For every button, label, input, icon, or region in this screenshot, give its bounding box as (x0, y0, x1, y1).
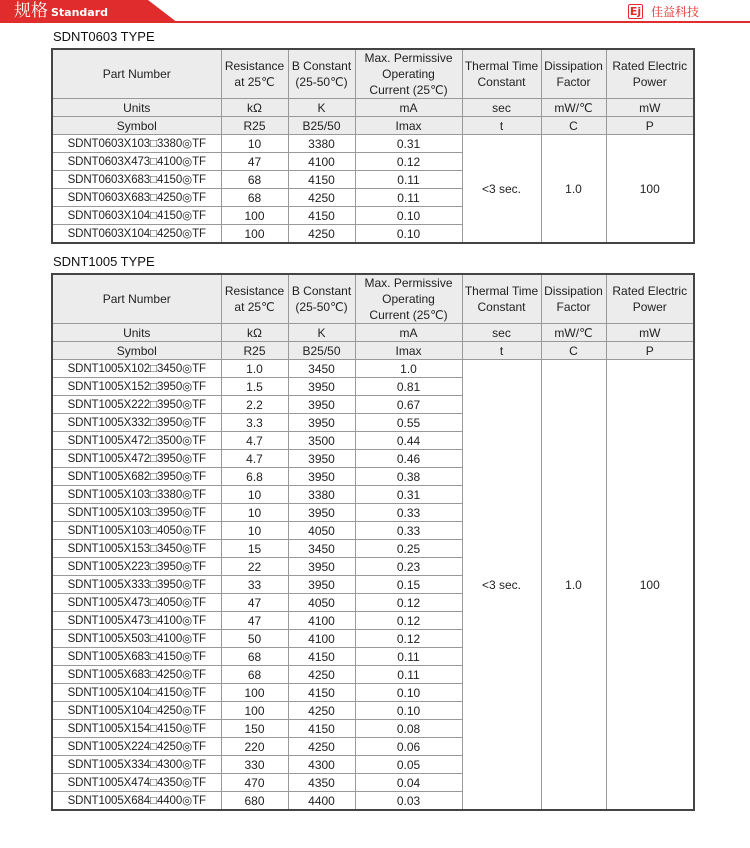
resistance-cell: 10 (221, 486, 288, 504)
current-cell: 0.04 (355, 774, 462, 792)
column-header-line: Operating (382, 67, 435, 81)
current-cell: 0.08 (355, 720, 462, 738)
part-number-cell: SDNT1005X473□4050◎TF (52, 594, 221, 612)
part-number-cell: SDNT1005X683□4150◎TF (52, 648, 221, 666)
b-constant-cell: 4150 (288, 648, 355, 666)
column-header-line: Resistance (224, 284, 285, 298)
header-title (14, 1, 108, 23)
resistance-cell: 680 (221, 792, 288, 811)
units-cell: kΩ (221, 99, 288, 117)
header-title-text: 规格 (14, 1, 48, 21)
b-constant-cell: 3500 (288, 432, 355, 450)
units-cell: mW/℃ (541, 99, 606, 117)
resistance-cell: 10 (221, 135, 288, 153)
resistance-cell: 2.2 (221, 396, 288, 414)
column-header-line: Max. Permissive (364, 276, 453, 290)
symbol-row (52, 117, 694, 135)
current-cell: 0.10 (355, 684, 462, 702)
b-constant-cell: 3950 (288, 504, 355, 522)
resistance-cell: 220 (221, 738, 288, 756)
table-title-0603: SDNT0603 TYPE (53, 29, 155, 44)
column-header-dissipation (541, 274, 606, 324)
current-cell: 0.05 (355, 756, 462, 774)
b-constant-cell: 4100 (288, 612, 355, 630)
b-constant-cell: 3950 (288, 378, 355, 396)
column-header-line: Rated Electric (612, 59, 688, 73)
resistance-cell: 3.3 (221, 414, 288, 432)
current-cell: 0.03 (355, 792, 462, 811)
symbol-cell: P (606, 342, 694, 360)
thermal-merged-cell: <3 sec. (462, 360, 541, 811)
part-number-cell: SDNT1005X472□3950◎TF (52, 450, 221, 468)
column-header-line: Power (632, 300, 667, 314)
units-cell: mW (606, 99, 694, 117)
part-number-cell: SDNT1005X153□3450◎TF (52, 540, 221, 558)
resistance-cell: 33 (221, 576, 288, 594)
part-number-cell: SDNT0603X683□4250◎TF (52, 189, 221, 207)
column-header-part-number (52, 49, 221, 99)
current-cell: 0.25 (355, 540, 462, 558)
b-constant-cell: 4150 (288, 720, 355, 738)
part-number-cell: SDNT1005X103□4050◎TF (52, 522, 221, 540)
symbol-cell: R25 (221, 117, 288, 135)
part-number-cell: SDNT1005X154□4150◎TF (52, 720, 221, 738)
part-number-cell: SDNT1005X103□3380◎TF (52, 486, 221, 504)
symbol-cell: Imax (355, 117, 462, 135)
column-header-thermal (462, 49, 541, 99)
part-number-cell: SDNT0603X104□4250◎TF (52, 225, 221, 244)
table-row (52, 360, 694, 378)
column-header-line: Dissipation (544, 284, 603, 298)
column-header-resistance (221, 49, 288, 99)
b-constant-cell: 4150 (288, 684, 355, 702)
symbol-cell: Imax (355, 342, 462, 360)
header-row (52, 49, 694, 99)
part-number-cell: SDNT1005X333□3950◎TF (52, 576, 221, 594)
units-row (52, 324, 694, 342)
units-cell: Units (52, 324, 221, 342)
current-cell: 0.33 (355, 504, 462, 522)
column-header-line: (25-50℃) (295, 300, 348, 314)
units-cell: K (288, 324, 355, 342)
units-cell: sec (462, 99, 541, 117)
units-cell: Units (52, 99, 221, 117)
b-constant-cell: 4150 (288, 207, 355, 225)
current-cell: 0.11 (355, 666, 462, 684)
part-number-cell: SDNT1005X332□3950◎TF (52, 414, 221, 432)
column-header-line: Max. Permissive (364, 51, 453, 65)
resistance-cell: 15 (221, 540, 288, 558)
column-header-part-number (52, 274, 221, 324)
b-constant-cell: 4100 (288, 630, 355, 648)
table-title-1005: SDNT1005 TYPE (53, 254, 155, 269)
current-cell: 0.15 (355, 576, 462, 594)
resistance-cell: 10 (221, 504, 288, 522)
resistance-cell: 68 (221, 171, 288, 189)
symbol-cell: Symbol (52, 342, 221, 360)
header-row (52, 274, 694, 324)
b-constant-cell: 4050 (288, 522, 355, 540)
b-constant-cell: 4250 (288, 666, 355, 684)
part-number-cell: SDNT1005X103□3950◎TF (52, 504, 221, 522)
column-header-line: Part Number (102, 67, 171, 81)
column-header-line: Power (632, 75, 667, 89)
symbol-cell: t (462, 342, 541, 360)
current-cell: 0.31 (355, 486, 462, 504)
current-cell: 0.33 (355, 522, 462, 540)
column-header-line: Part Number (102, 292, 171, 306)
column-header-power (606, 49, 694, 99)
current-cell: 0.46 (355, 450, 462, 468)
b-constant-cell: 3950 (288, 576, 355, 594)
column-header-b-constant (288, 49, 355, 99)
part-number-cell: SDNT1005X684□4400◎TF (52, 792, 221, 811)
symbol-cell: P (606, 117, 694, 135)
part-number-cell: SDNT1005X683□4250◎TF (52, 666, 221, 684)
part-number-cell: SDNT1005X473□4100◎TF (52, 612, 221, 630)
brand-mark-icon: Ej (629, 4, 642, 18)
column-header-thermal (462, 274, 541, 324)
header-subtitle: Standard (51, 6, 109, 19)
symbol-cell: B25/50 (288, 117, 355, 135)
part-number-cell: SDNT0603X683□4150◎TF (52, 171, 221, 189)
part-number-cell: SDNT1005X102□3450◎TF (52, 360, 221, 378)
b-constant-cell: 3950 (288, 414, 355, 432)
column-header-line: Factor (556, 75, 591, 89)
part-number-cell: SDNT0603X473□4100◎TF (52, 153, 221, 171)
part-number-cell: SDNT1005X222□3950◎TF (52, 396, 221, 414)
resistance-cell: 10 (221, 522, 288, 540)
column-header-b-constant (288, 274, 355, 324)
current-cell: 0.44 (355, 432, 462, 450)
thermal-merged-cell: <3 sec. (462, 135, 541, 244)
current-cell: 0.06 (355, 738, 462, 756)
column-header-line: Factor (556, 300, 591, 314)
resistance-cell: 50 (221, 630, 288, 648)
column-header-line: Operating (382, 292, 435, 306)
b-constant-cell: 3950 (288, 396, 355, 414)
resistance-cell: 6.8 (221, 468, 288, 486)
brand-name: 佳益科技 (651, 4, 700, 19)
resistance-cell: 47 (221, 153, 288, 171)
current-cell: 0.12 (355, 594, 462, 612)
part-number-cell: SDNT1005X152□3950◎TF (52, 378, 221, 396)
b-constant-cell: 3380 (288, 135, 355, 153)
resistance-cell: 1.5 (221, 378, 288, 396)
resistance-cell: 1.0 (221, 360, 288, 378)
column-header-line: Rated Electric (612, 284, 688, 298)
current-cell: 0.31 (355, 135, 462, 153)
units-cell: K (288, 99, 355, 117)
resistance-cell: 47 (221, 612, 288, 630)
b-constant-cell: 4250 (288, 225, 355, 244)
units-cell: mA (355, 324, 462, 342)
part-number-cell: SDNT1005X334□4300◎TF (52, 756, 221, 774)
resistance-cell: 100 (221, 207, 288, 225)
current-cell: 0.81 (355, 378, 462, 396)
resistance-cell: 47 (221, 594, 288, 612)
current-cell: 1.0 (355, 360, 462, 378)
b-constant-cell: 3950 (288, 468, 355, 486)
current-cell: 0.55 (355, 414, 462, 432)
column-header-line: at 25℃ (234, 75, 275, 89)
current-cell: 0.67 (355, 396, 462, 414)
b-constant-cell: 4350 (288, 774, 355, 792)
part-number-cell: SDNT1005X223□3950◎TF (52, 558, 221, 576)
b-constant-cell: 4250 (288, 702, 355, 720)
resistance-cell: 100 (221, 225, 288, 244)
power-merged-cell: 100 (606, 135, 694, 244)
column-header-power (606, 274, 694, 324)
column-header-line: at 25℃ (234, 300, 275, 314)
column-header-current (355, 49, 462, 99)
b-constant-cell: 3450 (288, 540, 355, 558)
part-number-cell: SDNT1005X104□4150◎TF (52, 684, 221, 702)
column-header-resistance (221, 274, 288, 324)
column-header-line: Thermal Time (464, 59, 539, 73)
current-cell: 0.10 (355, 207, 462, 225)
resistance-cell: 4.7 (221, 432, 288, 450)
spec-table-1005 (51, 273, 695, 811)
current-cell: 0.23 (355, 558, 462, 576)
part-number-cell: SDNT1005X474□4350◎TF (52, 774, 221, 792)
symbol-cell: B25/50 (288, 342, 355, 360)
part-number-cell: SDNT0603X103□3380◎TF (52, 135, 221, 153)
current-cell: 0.12 (355, 153, 462, 171)
current-cell: 0.12 (355, 612, 462, 630)
column-header-line: (25-50℃) (295, 75, 348, 89)
column-header-line: Constant (477, 300, 526, 314)
units-cell: mA (355, 99, 462, 117)
symbol-cell: Symbol (52, 117, 221, 135)
resistance-cell: 22 (221, 558, 288, 576)
b-constant-cell: 4050 (288, 594, 355, 612)
part-number-cell: SDNT1005X224□4250◎TF (52, 738, 221, 756)
resistance-cell: 470 (221, 774, 288, 792)
b-constant-cell: 4150 (288, 171, 355, 189)
column-header-line: Resistance (224, 59, 285, 73)
symbol-cell: t (462, 117, 541, 135)
b-constant-cell: 3450 (288, 360, 355, 378)
b-constant-cell: 4400 (288, 792, 355, 811)
part-number-cell: SDNT1005X682□3950◎TF (52, 468, 221, 486)
brand-logo (628, 2, 699, 20)
b-constant-cell: 4250 (288, 189, 355, 207)
power-merged-cell: 100 (606, 360, 694, 811)
symbol-cell: R25 (221, 342, 288, 360)
current-cell: 0.11 (355, 648, 462, 666)
column-header-dissipation (541, 49, 606, 99)
current-cell: 0.11 (355, 171, 462, 189)
column-header-line: Dissipation (544, 59, 603, 73)
units-cell: mW (606, 324, 694, 342)
column-header-line: Thermal Time (464, 284, 539, 298)
dissipation-merged-cell: 1.0 (541, 360, 606, 811)
current-cell: 0.38 (355, 468, 462, 486)
resistance-cell: 68 (221, 189, 288, 207)
column-header-current (355, 274, 462, 324)
symbol-cell: C (541, 342, 606, 360)
current-cell: 0.10 (355, 702, 462, 720)
b-constant-cell: 4300 (288, 756, 355, 774)
units-cell: kΩ (221, 324, 288, 342)
part-number-cell: SDNT1005X472□3500◎TF (52, 432, 221, 450)
b-constant-cell: 3950 (288, 450, 355, 468)
spec-table-0603 (51, 48, 695, 244)
current-cell: 0.12 (355, 630, 462, 648)
b-constant-cell: 4100 (288, 153, 355, 171)
resistance-cell: 100 (221, 684, 288, 702)
table-row (52, 135, 694, 153)
column-header-line: Constant (477, 75, 526, 89)
part-number-cell: SDNT0603X104□4150◎TF (52, 207, 221, 225)
resistance-cell: 330 (221, 756, 288, 774)
current-cell: 0.11 (355, 189, 462, 207)
resistance-cell: 4.7 (221, 450, 288, 468)
dissipation-merged-cell: 1.0 (541, 135, 606, 244)
page-header (0, 0, 750, 23)
column-header-line: B Constant (291, 284, 352, 298)
symbol-cell: C (541, 117, 606, 135)
b-constant-cell: 3380 (288, 486, 355, 504)
resistance-cell: 150 (221, 720, 288, 738)
b-constant-cell: 3950 (288, 558, 355, 576)
units-row (52, 99, 694, 117)
column-header-line: B Constant (291, 59, 352, 73)
b-constant-cell: 4250 (288, 738, 355, 756)
part-number-cell: SDNT1005X104□4250◎TF (52, 702, 221, 720)
resistance-cell: 100 (221, 702, 288, 720)
units-cell: sec (462, 324, 541, 342)
part-number-cell: SDNT1005X503□4100◎TF (52, 630, 221, 648)
current-cell: 0.10 (355, 225, 462, 244)
column-header-line: Current (25℃) (369, 308, 448, 322)
column-header-line: Current (25℃) (369, 83, 448, 97)
resistance-cell: 68 (221, 666, 288, 684)
symbol-row (52, 342, 694, 360)
resistance-cell: 68 (221, 648, 288, 666)
units-cell: mW/℃ (541, 324, 606, 342)
